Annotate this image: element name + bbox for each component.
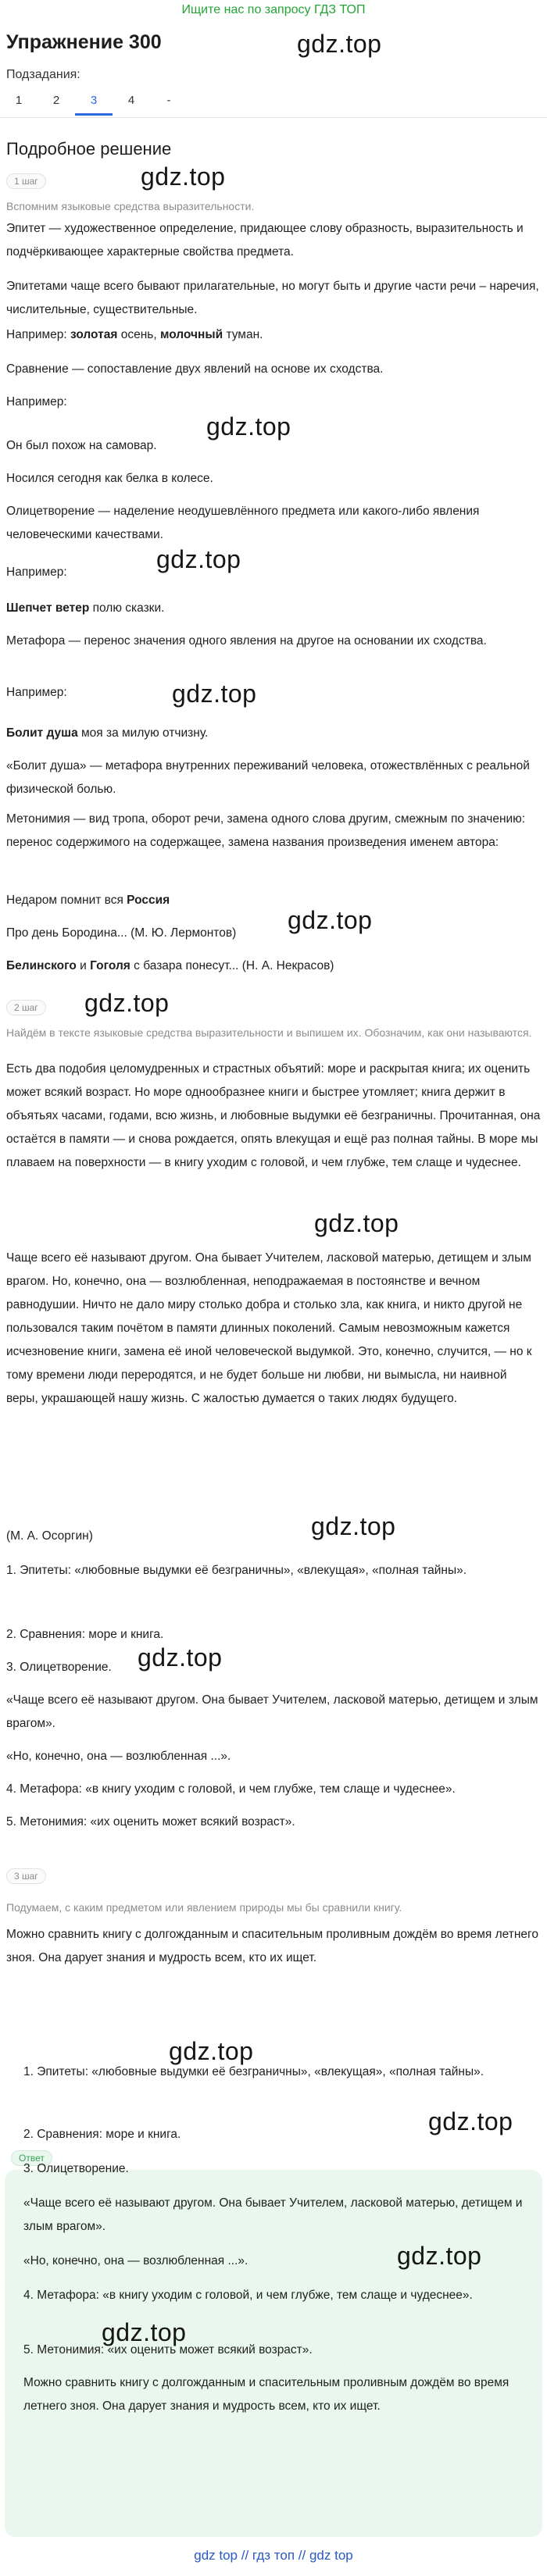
footer-link-3[interactable]: gdz top: [309, 2548, 353, 2563]
tab-more[interactable]: -: [166, 94, 171, 107]
metonymy-example-3: Белинского и Гоголя с базара понесут... (Н. А. Некрасов): [6, 959, 334, 972]
footer-separator: //: [295, 2548, 309, 2563]
step-2-hint: Найдём в тексте языковые средства выразительности и выпишем их. Обозначим, как они называются.: [6, 1026, 532, 1039]
final-answer-metaphor: 4. Метафора: «в книгу уходим с головой, и чем глубже, тем слаще и чудеснее».: [23, 2289, 473, 2302]
answer-metaphor: 4. Метафора: «в книгу уходим с головой, и чем глубже, тем слаще и чудеснее».: [6, 1782, 456, 1796]
watermark: gdz.top: [288, 906, 373, 934]
personification-definition: Олицетворение — наделение неодушевлённого предмета или какого-либо явления человеческими качествами.: [6, 505, 480, 541]
final-answer-comparisons: 2. Сравнения: море и книга.: [23, 2128, 181, 2141]
metonymy-definition: Метонимия — вид тропа, оборот речи, замена одного слова другим, смежным по значению: перенос содержимого на содержащее, замена названия произведения именем автора:: [6, 812, 526, 849]
tabs-divider: [0, 117, 547, 118]
step-3-hint: Подумаем, с каким предметом или явлением природы мы бы сравнили книгу.: [6, 1901, 402, 1914]
watermark: gdz.top: [311, 1512, 396, 1540]
solution-title: Подробное решение: [6, 139, 172, 159]
watermark: gdz.top: [156, 545, 241, 573]
answer-personification-quote-1: «Чаще всего её называют другом. Она бывает Учителем, ласковой матерью, детищем и злым врагом».: [6, 1693, 538, 1730]
personification-example-label: Например:: [6, 566, 67, 579]
metaphor-explanation: «Болит душа» — метафора внутренних переживаний человека, отожествлённых с реальной физической болью.: [6, 759, 530, 796]
metaphor-example: Болит душа моя за милую отчизну.: [6, 726, 209, 740]
final-answer-epithets: 1. Эпитеты: «любовные выдумки её безграничны», «влекущая», «полная тайны».: [23, 2065, 484, 2078]
watermark: gdz.top: [297, 30, 382, 58]
watermark: gdz.top: [138, 1643, 223, 1672]
watermark: gdz.top: [84, 989, 170, 1017]
answer-epithets: 1. Эпитеты: «любовные выдумки её безграничны», «влекущая», «полная тайны».: [6, 1564, 467, 1577]
answer-personification-quote-2: «Но, конечно, она — возлюбленная ...».: [6, 1750, 231, 1763]
comparison-example-1: Он был похож на самовар.: [6, 439, 157, 452]
watermark: gdz.top: [314, 1209, 399, 1237]
step-2-badge: 2 шаг: [6, 1000, 46, 1015]
comparison-definition: Сравнение — сопоставление двух явлений на основе их сходства.: [6, 362, 384, 376]
footer-link-1[interactable]: gdz top: [194, 2548, 238, 2563]
comparison-example-2: Носился сегодня как белка в колесе.: [6, 472, 213, 485]
top-search-link[interactable]: Ищите нас по запросу ГДЗ ТОП: [181, 3, 366, 16]
final-answer-comparison-text: Можно сравнить книгу с долгожданным и спасительным проливным дождём во время летнего зноя. Она дарует знания и мудрость всем, кто их ищет.: [23, 2376, 509, 2413]
tab-3[interactable]: 3: [75, 87, 113, 116]
metaphor-definition: Метафора — перенос значения одного явления на другое на основании их сходства.: [6, 634, 487, 648]
step-3-badge: 3 шаг: [6, 1868, 46, 1884]
subtasks-label: Подзадания:: [6, 68, 80, 81]
watermark: gdz.top: [172, 680, 257, 708]
epithet-example: Например: золотая осень, молочный туман.: [6, 328, 263, 341]
epithet-definition: Эпитет — художественное определение, придающее слову образность, выразительность и подчёркивающее характерные свойства предмета.: [6, 222, 524, 259]
watermark: gdz.top: [206, 412, 291, 441]
personification-example: Шепчет ветер полю сказки.: [6, 601, 165, 615]
top-banner: [0, 0, 547, 22]
final-answer-quote-1: «Чаще всего её называют другом. Она бывает Учителем, ласковой матерью, детищем и злым врагом».: [23, 2196, 523, 2233]
step-3-text: Можно сравнить книгу с долгожданным и спасительным проливным дождём во время летнего зноя. Она дарует знания и мудрость всем, кто их ищет.: [6, 1928, 538, 1964]
answer-label: Ответ: [11, 2150, 52, 2166]
comparison-example-label: Например:: [6, 395, 67, 409]
final-answer-personification: 3. Олицетворение.: [23, 2162, 129, 2175]
watermark: gdz.top: [169, 2037, 254, 2065]
footer-link-2[interactable]: гдз топ: [252, 2548, 295, 2563]
source-text-paragraph-2: Чаще всего её называют другом. Она бывает Учителем, ласковой матерью, детищем и злым врагом. Но, конечно, она — возлюбленная, неподражаемая в постоянстве и вечном равнодушии. Ничто не дало миру столько добра и столько зла, как книга, и никто другой не пользовался таким почётом в памяти длинных поколений. Самым невозможным кажется исчезновение книги, замена её иной человеческой выдумкой. Это, конечно, случится, — но к тому времени люди переродятся, и не будет больше ни любви, ни вымысла, ни наивной веры, украшающей нашу жизнь. С жалостью думается о таких людях будущего.: [6, 1251, 532, 1405]
source-text-author: (М. А. Осоргин): [6, 1529, 93, 1543]
tab-4[interactable]: 4: [127, 94, 135, 107]
page-title: Упражнение 300: [6, 31, 162, 53]
answer-personification: 3. Олицетворение.: [6, 1661, 112, 1674]
step-1-badge: 1 шаг: [6, 173, 46, 189]
metonymy-example-2: Про день Бородина... (М. Ю. Лермонтов): [6, 926, 237, 940]
step-1-hint: Вспомним языковые средства выразительности.: [6, 200, 255, 212]
source-text-paragraph-1: Есть два подобия целомудренных и страстных объятий: море и раскрытая книга; их оценить может всякий возраст. Но море однообразнее книги и быстрее утомляет; книга держит в объятьях часами, годами, всю жизнь, и любовные выдумки её безграничны. Прочитанная, она остаётся в памяти — и снова рождается, опять влекущая и ещё раз полная тайны. В море мы плаваем на поверхности — в книгу уходим с головой, и чем глубже, тем слаще и чудеснее.: [6, 1062, 541, 1169]
epithet-parts: Эпитетами чаще всего бывают прилагательные, но могут быть и другие части речи – наречия, числительные, существительные.: [6, 280, 539, 316]
watermark: gdz.top: [102, 2318, 187, 2346]
tab-2[interactable]: 2: [52, 94, 60, 107]
subtask-tabs: [0, 87, 188, 116]
answer-comparisons: 2. Сравнения: море и книга.: [6, 1628, 164, 1641]
tab-1[interactable]: 1: [15, 94, 23, 107]
metaphor-example-label: Например:: [6, 686, 67, 699]
metonymy-example-1: Недаром помнит вся Россия: [6, 894, 170, 907]
footer-links: [0, 2548, 547, 2564]
watermark: gdz.top: [428, 2107, 513, 2135]
final-answer-metonymy: 5. Метонимия: «их оценить может всякий возраст».: [23, 2343, 313, 2357]
answer-metonymy: 5. Метонимия: «их оценить может всякий возраст».: [6, 1815, 295, 1829]
footer-separator: //: [238, 2548, 252, 2563]
final-answer-quote-2: «Но, конечно, она — возлюбленная ...».: [23, 2254, 248, 2267]
watermark: gdz.top: [397, 2242, 482, 2270]
watermark: gdz.top: [141, 162, 226, 191]
